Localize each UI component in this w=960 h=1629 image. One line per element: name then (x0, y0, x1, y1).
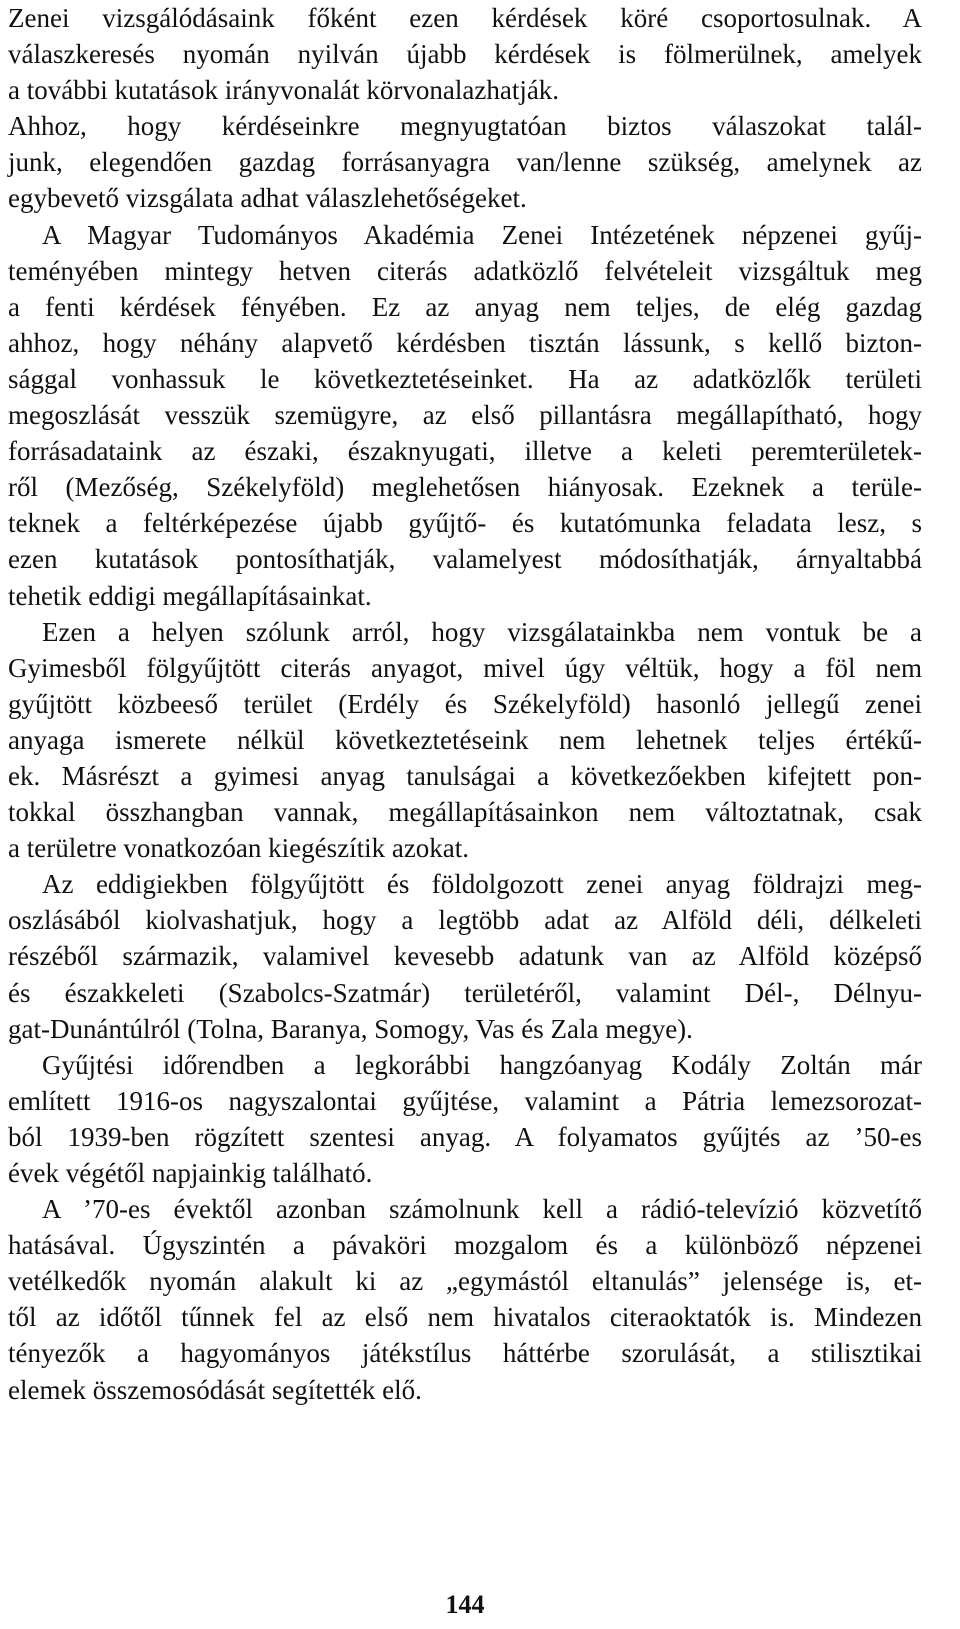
text-line: vetélkedők nyomán alakult ki az „egymástól eltanulás” jelensége is, et- (8, 1266, 922, 1297)
text-line: a területre vonatkozóan kiegészítik azokat. (8, 833, 470, 864)
text-line: anyaga ismerete nélkül következtetéseink nem lehetnek teljes értékű- (8, 724, 922, 755)
text-line: teményében mintegy hetven citerás adatközlő felvételeit vizsgáltuk meg (8, 255, 922, 286)
text-line: ezen kutatások pontosíthatják, valamelyest módosíthatják, árnyaltabbá (8, 544, 922, 575)
text-line: a fenti kérdések fényében. Ez az anyag nem teljes, de elég gazdag (8, 291, 922, 322)
text-line: gyűjtött közbeeső terület (Erdély és Székelyföld) hasonló jellegű zenei (8, 688, 922, 719)
text-line: évek végétől napjainkig található. (8, 1158, 373, 1188)
text-line: Gyimesből fölgyűjtött citerás anyagot, mivel úgy véltük, hogy a föl nem (8, 652, 922, 683)
text-line: említett 1916-os nagyszalontai gyűjtése, valamint a Pátria lemezsorozat- (8, 1085, 922, 1116)
text-line: Ahhoz, hogy kérdéseinkre megnyugtatóan biztos válaszokat talál- (8, 111, 922, 142)
text-line: Ezen a helyen szólunk arról, hogy vizsgálatainkba nem vontuk be a (42, 616, 922, 647)
text-line: junk, elegendően gazdag forrásanyagra van/lenne szükség, amelynek az (8, 147, 922, 178)
text-line: Zenei vizsgálódásaink főként ezen kérdések köré csoportosulnak. A (8, 3, 922, 33)
text-line: ről (Mezőség, Székelyföld) meglehetősen hiányosak. Ezeknek a terüle- (8, 472, 922, 503)
paragraph (8, 0, 922, 108)
text-line: tokkal összhangban vannak, megállapításainkon nem változtatnak, csak (8, 797, 922, 828)
paragraph (8, 866, 922, 1046)
page-number: 144 (445, 1590, 485, 1619)
text-line: ahhoz, hogy néhány alapvető kérdésben tisztán lássunk, s kellő bizton- (8, 327, 922, 358)
text-line: tehetik eddigi megállapításainkat. (8, 580, 372, 611)
paragraph (8, 1047, 922, 1191)
text-line: oszlásából kiolvashatjuk, hogy a legtöbb adat az Alföld déli, délkeleti (8, 905, 922, 936)
text-line: teknek a feltérképezése újabb gyűjtő- és kutatómunka feladata lesz, s (8, 508, 922, 539)
text-line: Gyűjtési időrendben a legkorábbi hangzóanyag Kodály Zoltán már (42, 1049, 922, 1080)
text-line: A ’70-es évektől azonban számolnunk kell a rádió-televízió közvetítő (42, 1194, 922, 1225)
text-line: től az időtől tűnnek fel az első nem hivatalos citeraoktatók is. Mindezen (8, 1302, 922, 1333)
text-line: forrásadataink az északi, északnyugati, illetve a keleti peremterületek- (8, 436, 922, 467)
text-line: ek. Másrészt a gyimesi anyag tanulságai a következőekben kifejtett pon- (8, 760, 922, 791)
text-line: ból 1939-ben rögzített szentesi anyag. A folyamatos gyűjtés az ’50-es (8, 1121, 922, 1152)
text-line: és északkeleti (Szabolcs-Szatmár) területéről, valamint Dél-, Délnyu- (8, 977, 922, 1008)
paragraph (8, 217, 922, 614)
text-line: A Magyar Tudományos Akadémia Zenei Intézetének népzenei gyűj- (42, 219, 922, 250)
text-line: részéből származik, valamivel kevesebb adatunk van az Alföld középső (8, 941, 922, 972)
page-body (8, 0, 922, 1408)
paragraph (8, 614, 922, 867)
text-line: gat-Dunántúlról (Tolna, Baranya, Somogy, Vas és Zala megye). (8, 1013, 693, 1044)
paragraph (8, 108, 922, 216)
text-line: Az eddigiekben fölgyűjtött és földolgozott zenei anyag földrajzi meg- (42, 869, 922, 900)
text-line: hatásával. Úgyszintén a pávaköri mozgalom és a különböző népzenei (8, 1230, 922, 1261)
text-line: sággal vonhassuk le következtetéseinket. Ha az adatközlők területi (8, 363, 922, 394)
text-line: a további kutatások irányvonalát körvonalazhatják. (8, 75, 560, 106)
text-line: válaszkeresés nyomán nyilván újabb kérdések is fölmerülnek, amelyek (8, 39, 922, 70)
text-line: elemek összemosódását segítették elő. (8, 1374, 422, 1405)
text-line: tényezők a hagyományos játékstílus háttérbe szorulását, a stilisztikai (8, 1338, 922, 1369)
paragraph (8, 1191, 922, 1408)
text-line: megoszlását vesszük szemügyre, az első pillantásra megállapítható, hogy (8, 400, 922, 431)
text-line: egybevető vizsgálata adhat válaszlehetőségeket. (8, 183, 527, 214)
